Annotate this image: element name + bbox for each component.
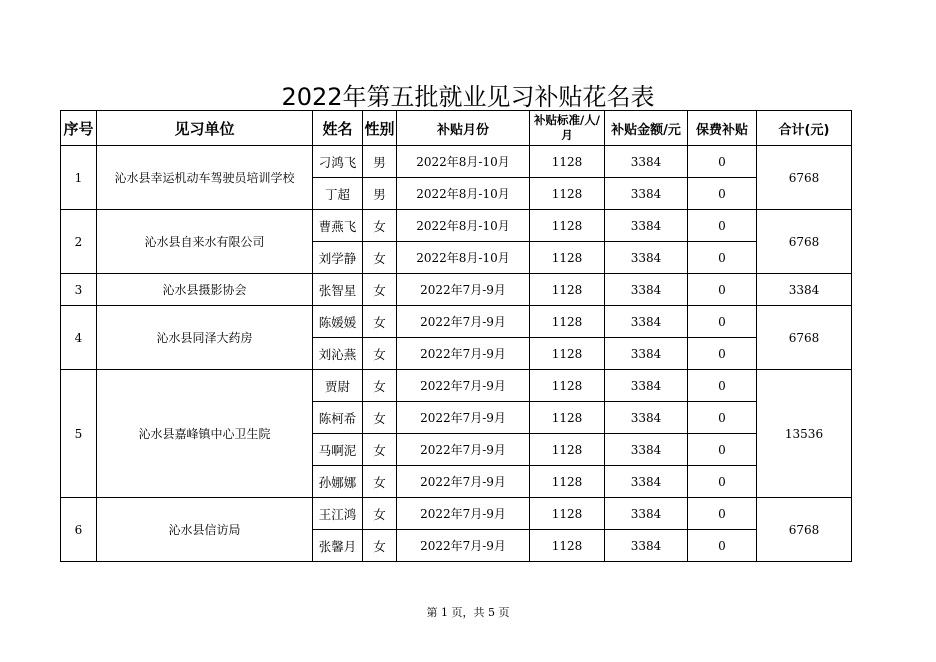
- insurance-cell: 0: [688, 338, 757, 370]
- seq-cell: 2: [61, 210, 97, 274]
- standard-cell: 1128: [530, 498, 605, 530]
- seq-cell: 4: [61, 306, 97, 370]
- header-row: [61, 111, 852, 146]
- total-cell: 6768: [757, 210, 852, 274]
- standard-cell: 1128: [530, 242, 605, 274]
- sex-cell: 男: [363, 146, 397, 178]
- header-total: 合计(元): [757, 111, 852, 146]
- document-title: 2022年第五批就业见习补贴花名表: [281, 83, 655, 111]
- name-cell: 马啊泥: [313, 434, 363, 466]
- name-cell: 张智星: [313, 274, 363, 306]
- header-name: 姓名: [313, 111, 363, 146]
- sex-cell: 女: [363, 242, 397, 274]
- standard-cell: 1128: [530, 306, 605, 338]
- unit-cell: 沁水县自来水有限公司: [97, 210, 313, 274]
- total-cell: 6768: [757, 498, 852, 562]
- standard-cell: 1128: [530, 146, 605, 178]
- name-cell: 张馨月: [313, 530, 363, 562]
- standard-cell: 1128: [530, 210, 605, 242]
- period-cell: 2022年7月-9月: [397, 498, 530, 530]
- name-cell: 陈媛媛: [313, 306, 363, 338]
- period-cell: 2022年7月-9月: [397, 274, 530, 306]
- insurance-cell: 0: [688, 210, 757, 242]
- standard-cell: 1128: [530, 434, 605, 466]
- header-seq: 序号: [61, 111, 97, 146]
- table-row: [61, 370, 852, 402]
- amount-cell: 3384: [605, 274, 688, 306]
- standard-cell: 1128: [530, 178, 605, 210]
- name-cell: 刁鸿飞: [313, 146, 363, 178]
- standard-cell: 1128: [530, 274, 605, 306]
- unit-cell: 沁水县幸运机动车驾驶员培训学校: [97, 146, 313, 210]
- table-row: [61, 210, 852, 242]
- amount-cell: 3384: [605, 306, 688, 338]
- insurance-cell: 0: [688, 498, 757, 530]
- table-row: [61, 274, 852, 306]
- name-cell: 曹燕飞: [313, 210, 363, 242]
- standard-cell: 1128: [530, 402, 605, 434]
- period-cell: 2022年7月-9月: [397, 466, 530, 498]
- period-cell: 2022年7月-9月: [397, 434, 530, 466]
- amount-cell: 3384: [605, 466, 688, 498]
- seq-cell: 5: [61, 370, 97, 498]
- period-cell: 2022年7月-9月: [397, 370, 530, 402]
- amount-cell: 3384: [605, 242, 688, 274]
- name-cell: 刘学静: [313, 242, 363, 274]
- name-cell: 丁超: [313, 178, 363, 210]
- period-cell: 2022年8月-10月: [397, 210, 530, 242]
- header-sex: 性别: [363, 111, 397, 146]
- amount-cell: 3384: [605, 402, 688, 434]
- period-cell: 2022年7月-9月: [397, 402, 530, 434]
- sex-cell: 男: [363, 178, 397, 210]
- standard-cell: 1128: [530, 338, 605, 370]
- amount-cell: 3384: [605, 210, 688, 242]
- period-cell: 2022年7月-9月: [397, 306, 530, 338]
- insurance-cell: 0: [688, 242, 757, 274]
- sex-cell: 女: [363, 402, 397, 434]
- name-cell: 贾尉: [313, 370, 363, 402]
- period-cell: 2022年7月-9月: [397, 338, 530, 370]
- seq-cell: 6: [61, 498, 97, 562]
- sex-cell: 女: [363, 370, 397, 402]
- table-row: [61, 146, 852, 178]
- standard-cell: 1128: [530, 466, 605, 498]
- name-cell: 王江鸿: [313, 498, 363, 530]
- period-cell: 2022年8月-10月: [397, 178, 530, 210]
- total-cell: 13536: [757, 370, 852, 498]
- standard-cell: 1128: [530, 530, 605, 562]
- insurance-cell: 0: [688, 274, 757, 306]
- sex-cell: 女: [363, 274, 397, 306]
- table-row: [61, 498, 852, 530]
- insurance-cell: 0: [688, 466, 757, 498]
- insurance-cell: 0: [688, 402, 757, 434]
- unit-cell: 沁水县摄影协会: [97, 274, 313, 306]
- sex-cell: 女: [363, 466, 397, 498]
- unit-cell: 沁水县同泽大药房: [97, 306, 313, 370]
- name-cell: 刘沁燕: [313, 338, 363, 370]
- header-period: 补贴月份: [397, 111, 530, 146]
- sex-cell: 女: [363, 210, 397, 242]
- total-cell: 6768: [757, 306, 852, 370]
- insurance-cell: 0: [688, 434, 757, 466]
- table-row: [61, 306, 852, 338]
- seq-cell: 3: [61, 274, 97, 306]
- insurance-cell: 0: [688, 146, 757, 178]
- amount-cell: 3384: [605, 498, 688, 530]
- amount-cell: 3384: [605, 434, 688, 466]
- standard-cell: 1128: [530, 370, 605, 402]
- subsidy-table: [60, 110, 852, 562]
- header-unit: 见习单位: [97, 111, 313, 146]
- name-cell: 孙娜娜: [313, 466, 363, 498]
- sex-cell: 女: [363, 498, 397, 530]
- amount-cell: 3384: [605, 370, 688, 402]
- insurance-cell: 0: [688, 178, 757, 210]
- amount-cell: 3384: [605, 338, 688, 370]
- amount-cell: 3384: [605, 530, 688, 562]
- unit-cell: 沁水县信访局: [97, 498, 313, 562]
- sex-cell: 女: [363, 434, 397, 466]
- insurance-cell: 0: [688, 306, 757, 338]
- name-cell: 陈柯希: [313, 402, 363, 434]
- sex-cell: 女: [363, 338, 397, 370]
- total-cell: 6768: [757, 146, 852, 210]
- amount-cell: 3384: [605, 146, 688, 178]
- header-amount: 补贴金额/元: [605, 111, 688, 146]
- amount-cell: 3384: [605, 178, 688, 210]
- sex-cell: 女: [363, 306, 397, 338]
- insurance-cell: 0: [688, 370, 757, 402]
- page-footer: 第 1 页，共 5 页: [426, 606, 510, 619]
- period-cell: 2022年8月-10月: [397, 242, 530, 274]
- header-standard: 补贴标准/人/月: [530, 111, 605, 146]
- header-insurance: 保费补贴: [688, 111, 757, 146]
- period-cell: 2022年8月-10月: [397, 146, 530, 178]
- sex-cell: 女: [363, 530, 397, 562]
- seq-cell: 1: [61, 146, 97, 210]
- insurance-cell: 0: [688, 530, 757, 562]
- total-cell: 3384: [757, 274, 852, 306]
- unit-cell: 沁水县嘉峰镇中心卫生院: [97, 370, 313, 498]
- period-cell: 2022年7月-9月: [397, 530, 530, 562]
